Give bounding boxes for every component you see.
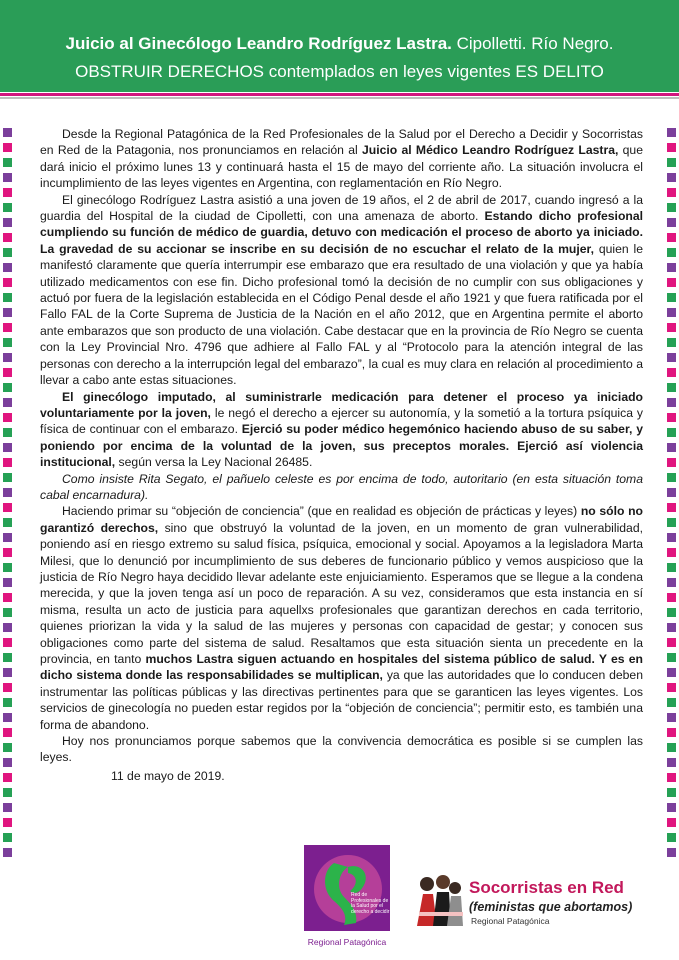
- strip-square: [3, 683, 12, 692]
- strip-square: [667, 293, 676, 302]
- paragraph-1: [40, 126, 643, 192]
- strip-square: [667, 713, 676, 722]
- strip-square: [667, 503, 676, 512]
- strip-square: [667, 698, 676, 707]
- strip-square: [667, 833, 676, 842]
- strip-square: [667, 758, 676, 767]
- strip-square: [667, 728, 676, 737]
- strip-square: [3, 458, 12, 467]
- strip-square: [3, 833, 12, 842]
- paragraph-3: [40, 389, 643, 471]
- strip-square: [3, 233, 12, 242]
- text-run: Desde la Regional Patagónica de la Red Profesionales de la Salud por el Derecho a Decidir y Socorristas en Red de la Patagonia, nos pronunciamos en relación al: [40, 127, 643, 158]
- strip-square: [667, 608, 676, 617]
- bold-run: no sólo no garantizó derechos,: [40, 504, 643, 535]
- strip-square: [667, 578, 676, 587]
- socorristas-logo: [413, 870, 663, 930]
- bold-run: Ejerció su poder médico hegemónico haciendo abuso de su saber, y poniendo por encima de la voluntad de la joven, sus preceptos morales. Ejerció así violencia institucional,: [40, 422, 643, 470]
- header-divider-gray: [0, 97, 679, 99]
- strip-square: [667, 413, 676, 422]
- socorristas-region: Regional Patagónica: [471, 916, 550, 926]
- strip-square: [667, 458, 676, 467]
- text-run: sino que obstruyó la voluntad de la joven, en un momento de gran vulnerabilidad, poniendo así en riesgo extremo su salud física, psíquica, emocional y social. Apoyamos a la legisladora Marta Milesi, que lo denunció por incumplimiento de sus deberes de funcionario público y vemos auspicioso que la justicia de Río Negro haya decidido llevar adelante este enjuiciamiento. Esperamos que se llegue a la condena merecida, y que la joven tenga así un poco de reparación. A su vez, consideramos que esta instancia en sí misma, resulta un acto de justicia para aquellxs profesionales que garantizan derechos en cada territorio, quienes priorizan la vida y la salud de las mujeres y personas con capacidad de gestar; y conocen sus obligaciones como parte del sistema de salud. Resaltamos que esta situación sienta un precedente en la provincia, en tanto: [40, 520, 643, 666]
- strip-square: [3, 653, 12, 662]
- strip-square: [667, 233, 676, 242]
- strip-square: [667, 173, 676, 182]
- strip-square: [3, 593, 12, 602]
- header-title-line2: OBSTRUIR DERECHOS contemplados en leyes vigentes ES DELITO: [75, 62, 604, 81]
- strip-square: [3, 743, 12, 752]
- strip-square: [3, 338, 12, 347]
- strip-square: [667, 653, 676, 662]
- women-group-illustration: [413, 872, 465, 928]
- header-banner: [0, 0, 679, 92]
- text-run: quien le manifestó claramente que quería interrumpir ese embarazo que era resultado de una violación y que ya había utilizado medicamentos con ese fin. Dicho profesional tomó la decisión de no cumplir con sus obligaciones y actuó por fuera de la legislación establecida en el Código Penal desde el año 1921 y que fuera ratificada por el Fallo FAL de la Corte Suprema de Justicia de la Nación en el año 2012, que en Argentina permite el aborto ante embarazos que son producto de una violación. Cabe destacar que en la provincia de Río Negro se cuenta con la Ley Provincial Nro. 4796 que adhiere al Fallo FAL y al “Protocolo para la atención integral de las personas con derecho a la interrupción legal del embarazo”, la cual es muy clara en relación al procedimiento a llevar a cabo ante estas situaciones.: [40, 241, 643, 388]
- strip-square: [667, 308, 676, 317]
- strip-square: [667, 353, 676, 362]
- strip-square: [667, 563, 676, 572]
- text-run: El ginecólogo Rodríguez Lastra asistió a una joven de 19 años, el 2 de abril de 2017, cuando ingresó a la guardia del Hospital de la ciudad de Cipolletti, con una amenaza de aborto.: [40, 192, 643, 224]
- bold-run: Juicio al Médico Leandro Rodríguez Lastra,: [361, 143, 619, 158]
- strip-square: [667, 383, 676, 392]
- strip-square: [3, 248, 12, 257]
- strip-square: [667, 428, 676, 437]
- strip-square: [3, 293, 12, 302]
- strip-square: [667, 683, 676, 692]
- strip-square: [667, 443, 676, 452]
- bold-run: muchos Lastra siguen actuando en hospitales del sistema público de salud. Y es en dicho sistema donde las responsabilidades se multiplican,: [40, 652, 643, 683]
- strip-square: [667, 518, 676, 527]
- socorristas-title: Socorristas en Red: [469, 878, 624, 897]
- paragraph-2: [40, 192, 643, 389]
- strip-square: [3, 758, 12, 767]
- strip-square: [3, 713, 12, 722]
- strip-square: [667, 128, 676, 137]
- strip-square: [3, 803, 12, 812]
- strip-square: [667, 548, 676, 557]
- text-run: le negó el derecho a ejercer su autonomía, y la sometió a la tortura psíquica y física de continuar con el embarazo.: [40, 405, 643, 437]
- strip-square: [3, 428, 12, 437]
- strip-square: [3, 128, 12, 137]
- strip-square: [3, 668, 12, 677]
- strip-square: [667, 398, 676, 407]
- strip-square: [3, 413, 12, 422]
- strip-square: [3, 278, 12, 287]
- strip-square: [3, 443, 12, 452]
- strip-square: [667, 638, 676, 647]
- socorristas-subtitle: (feministas que abortamos): [469, 900, 633, 914]
- strip-square: [3, 188, 12, 197]
- strip-square: [667, 368, 676, 377]
- strip-square: [667, 848, 676, 857]
- strip-square: [3, 698, 12, 707]
- strip-square: [3, 818, 12, 827]
- strip-square: [667, 668, 676, 677]
- strip-square: [667, 773, 676, 782]
- header-title-bold: Juicio al Ginecólogo Leandro Rodríguez Lastra.: [65, 34, 452, 53]
- strip-square: [3, 383, 12, 392]
- paragraph-5: [40, 503, 643, 733]
- strip-square: [3, 548, 12, 557]
- logo-caption: Regional Patagónica: [307, 937, 387, 947]
- strip-square: [667, 263, 676, 272]
- strip-square: [667, 143, 676, 152]
- strip-square: [3, 368, 12, 377]
- statement-date: 11 de mayo de 2019.: [111, 768, 225, 783]
- text-run: que dará inicio el próximo lunes 13 y continuará hasta el 15 de mayo del corriente año. La situación involucra el incumplimiento de las leyes vigentes en Argentina, con reglamentación en Río Negro.: [40, 143, 643, 191]
- text-run: Haciendo primar su “objeción de conciencia” (que en realidad es objeción de prácticas y leyes): [62, 504, 581, 519]
- strip-square: [667, 533, 676, 542]
- strip-square: [667, 158, 676, 167]
- strip-square: [3, 608, 12, 617]
- strip-square: [3, 218, 12, 227]
- logo-purple-box: [304, 845, 390, 931]
- strip-square: [3, 398, 12, 407]
- strip-square: [3, 848, 12, 857]
- strip-square: [3, 563, 12, 572]
- strip-square: [667, 818, 676, 827]
- strip-square: [667, 278, 676, 287]
- strip-square: [667, 248, 676, 257]
- bold-run: Estando dicho profesional cumpliendo su función de médico de guardia, detuvo con medicación el proceso de aborto ya iniciado. La gravedad de su accionar se inscribe en su decisión de no escuchar el relato de la mujer,: [40, 209, 643, 256]
- strip-square: [3, 788, 12, 797]
- text-run: ya que las autoridades que lo conducen deben instrumentar las políticas públicas y las directivas pertinentes para que se garanticen las leyes vigentes. Los servicios de ginecología no pueden estar regidos por la “objeción de conciencia”; permitir esto, es también una forma de abandono.: [40, 668, 643, 732]
- strip-square: [667, 338, 676, 347]
- strip-square: [3, 728, 12, 737]
- strip-square: [667, 623, 676, 632]
- strip-square: [3, 353, 12, 362]
- strip-square: [667, 803, 676, 812]
- strip-square: [3, 578, 12, 587]
- paragraph-4-quote: Como insiste Rita Segato, el pañuelo celeste es por encima de todo, autoritario (en esta situación toma cabal encarnadura).: [40, 471, 643, 502]
- strip-square: [3, 638, 12, 647]
- strip-square: [3, 323, 12, 332]
- header-divider-magenta: [0, 93, 679, 96]
- strip-square: [3, 143, 12, 152]
- strip-square: [3, 533, 12, 542]
- strip-square: [667, 473, 676, 482]
- strip-square: [667, 488, 676, 497]
- left-color-strip: [3, 128, 12, 863]
- strip-square: [667, 218, 676, 227]
- strip-square: [3, 473, 12, 482]
- statement-body: [40, 126, 643, 784]
- strip-square: [3, 263, 12, 272]
- strip-square: [667, 323, 676, 332]
- strip-square: [667, 743, 676, 752]
- strip-square: [667, 788, 676, 797]
- strip-square: [3, 308, 12, 317]
- strip-square: [3, 773, 12, 782]
- header-title-line1: [0, 34, 679, 54]
- paragraph-6: Hoy nos pronunciamos porque sabemos que la convivencia democrática es posible si se cumplen las leyes.: [40, 734, 643, 765]
- strip-square: [3, 503, 12, 512]
- header-title-location: Cipolletti. Río Negro.: [451, 34, 614, 53]
- strip-square: [3, 488, 12, 497]
- logo-org-text: Red de Profesionales de la Salud por el derecho a decidir: [351, 892, 390, 915]
- strip-square: [667, 188, 676, 197]
- strip-square: [3, 518, 12, 527]
- strip-square: [3, 623, 12, 632]
- green-heart-ribbon-icon: [304, 845, 390, 931]
- strip-square: [3, 203, 12, 212]
- red-profesionales-logo: [303, 845, 391, 951]
- text-run: según versa la Ley Nacional 26485.: [115, 455, 313, 470]
- bold-run: El ginecólogo imputado, al suministrarle medicación para detener el proceso ya iniciado voluntariamente por la joven,: [40, 389, 643, 420]
- strip-square: [667, 203, 676, 212]
- strip-square: [3, 173, 12, 182]
- right-color-strip: [667, 128, 676, 863]
- strip-square: [3, 158, 12, 167]
- strip-square: [667, 593, 676, 602]
